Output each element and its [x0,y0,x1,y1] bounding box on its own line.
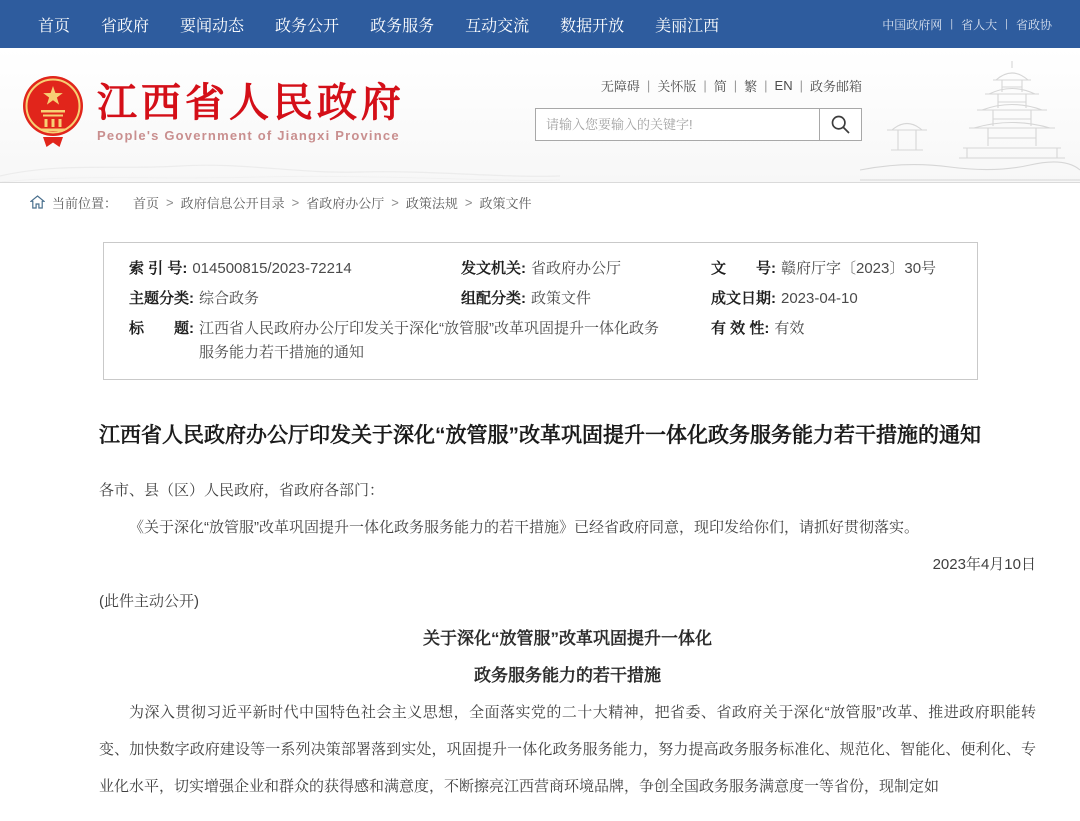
breadcrumb-home[interactable]: 首页 [133,195,160,211]
nav-item-provincial-gov[interactable]: 省政府 [101,17,150,35]
search-area [535,76,862,141]
link-provincial-npc[interactable]: 省人大 [961,17,998,32]
nav-item-home[interactable]: 首页 [38,17,71,35]
link-care-version[interactable]: 关怀版 [657,79,697,94]
nav-item-interaction[interactable]: 互动交流 [465,17,530,35]
notice-paragraph: 《关于深化“放管服”改革巩固提升一体化政务服务能力的若干措施》已经省政府同意，现印发给你们，请抓好贯彻落实。 [129,519,919,536]
divider: | [1005,18,1008,30]
search-icon [830,114,851,135]
search-box [535,108,862,141]
meta-issuer-label: 发文机关: [461,260,526,277]
home-icon [30,195,45,209]
divider: | [703,78,707,93]
meta-topic-label: 主题分类: [129,290,194,307]
meta-docno-label: 文 号: [711,260,776,277]
utility-links [535,76,862,95]
link-english[interactable]: EN [774,78,793,93]
meta-index-number [129,257,461,281]
meta-docno-value: 赣府厅字〔2023〕30号 [781,260,937,277]
document-meta-table [103,242,978,380]
link-traditional-chinese[interactable]: 繁 [744,79,758,94]
meta-document-title [129,317,711,365]
pavilion-watermark-icon [860,56,1080,183]
logo-text-block [97,82,405,143]
breadcrumb-separator: > [391,194,399,210]
divider: | [733,78,738,93]
link-china-gov[interactable]: 中国政府网 [882,17,943,32]
meta-validity [711,317,967,365]
divider: | [646,78,651,93]
national-emblem-icon [22,74,84,150]
link-gov-mail[interactable]: 政务邮箱 [809,79,862,94]
attachment-title-line2: 政务服务能力的若干措施 [474,666,661,685]
top-navbar [0,0,1080,48]
site-subtitle: People's Government of Jiangxi Province [97,127,400,143]
breadcrumb-separator: > [166,194,174,210]
meta-issuing-agency [461,257,711,281]
meta-document-number [711,257,967,281]
external-gov-links [882,16,1052,33]
site-title: 江西省人民政府 [97,80,405,125]
breadcrumb [0,183,1080,221]
breadcrumb-separator: > [464,194,473,210]
meta-index-value: 014500815/2023-72214 [192,260,352,277]
breadcrumb-general-office[interactable]: 省政府办公厅 [306,195,385,211]
meta-title-label: 标 题: [129,320,194,337]
meta-issue-date [711,287,967,311]
meta-issuer-value: 省政府办公厅 [531,260,622,277]
link-provincial-cppcc[interactable]: 省政协 [1015,17,1052,32]
site-header [0,48,1080,183]
nav-item-beautiful-jiangxi[interactable]: 美丽江西 [655,17,720,35]
meta-valid-label: 有 效 性: [711,320,770,337]
meta-valid-value: 有效 [774,320,805,337]
disclosure-note: (此件主动公开) [99,593,199,610]
link-simplified-chinese[interactable]: 简 [713,79,727,94]
meta-group-category [461,287,711,311]
attachment-title-line1: 关于深化“放管服”改革巩固提升一体化 [423,629,712,648]
search-input[interactable] [536,109,819,140]
link-accessibility[interactable]: 无障碍 [600,79,640,94]
meta-date-value: 2023-04-10 [781,290,858,307]
meta-topic-value: 综合政务 [199,290,260,307]
meta-title-value: 江西省人民政府办公厅印发关于深化“放管服”改革巩固提升一体化政务服务能力若干措施的通知 [199,320,659,361]
search-button[interactable] [819,109,861,140]
site-logo[interactable] [22,74,405,150]
meta-topic-category [129,287,461,311]
page-title: 江西省人民政府办公厅印发关于深化“放管服”改革巩固提升一体化政务服务能力若干措施的通知 [99,424,981,447]
breadcrumb-label: 当前位置： [52,195,118,211]
salutation-line: 各市、县（区）人民政府，省政府各部门： [99,482,385,499]
nav-item-gov-services[interactable]: 政务服务 [370,17,435,35]
meta-group-value: 政策文件 [531,290,592,307]
nav-item-gov-disclosure[interactable]: 政务公开 [275,17,340,35]
breadcrumb-policies-regulations[interactable]: 政策法规 [405,195,458,211]
nav-item-news[interactable]: 要闻动态 [180,17,245,35]
meta-index-label: 索 引 号: [129,260,188,277]
document-date: 2023年4月10日 [932,556,1036,573]
breadcrumb-separator: > [291,194,300,210]
meta-date-label: 成文日期: [711,290,776,307]
divider: | [764,78,768,93]
meta-group-label: 组配分类: [461,290,526,307]
primary-nav [38,13,719,36]
nav-item-open-data[interactable]: 数据开放 [560,17,625,35]
breadcrumb-policy-documents[interactable]: 政策文件 [479,195,532,211]
divider: | [950,18,954,30]
document-body [99,472,1036,805]
body-paragraph: 为深入贯彻习近平新时代中国特色社会主义思想，全面落实党的二十大精神，把省委、省政府关于深化“放管服”改革、推进政府职能转变、加快数字政府建设等一系列决策部署落到实处，巩固提升一体化政务服务能力，努力提高政务服务标准化、规范化、智能化、便利化、专业化水平，切实增强企业和群众的获得感和满意度，不断擦亮江西营商环境品牌，争创全国政务服务满意度一等省份，现制定如 [99,704,1036,795]
divider: | [799,78,803,93]
breadcrumb-disclosure-catalog[interactable]: 政府信息公开目录 [180,195,285,211]
